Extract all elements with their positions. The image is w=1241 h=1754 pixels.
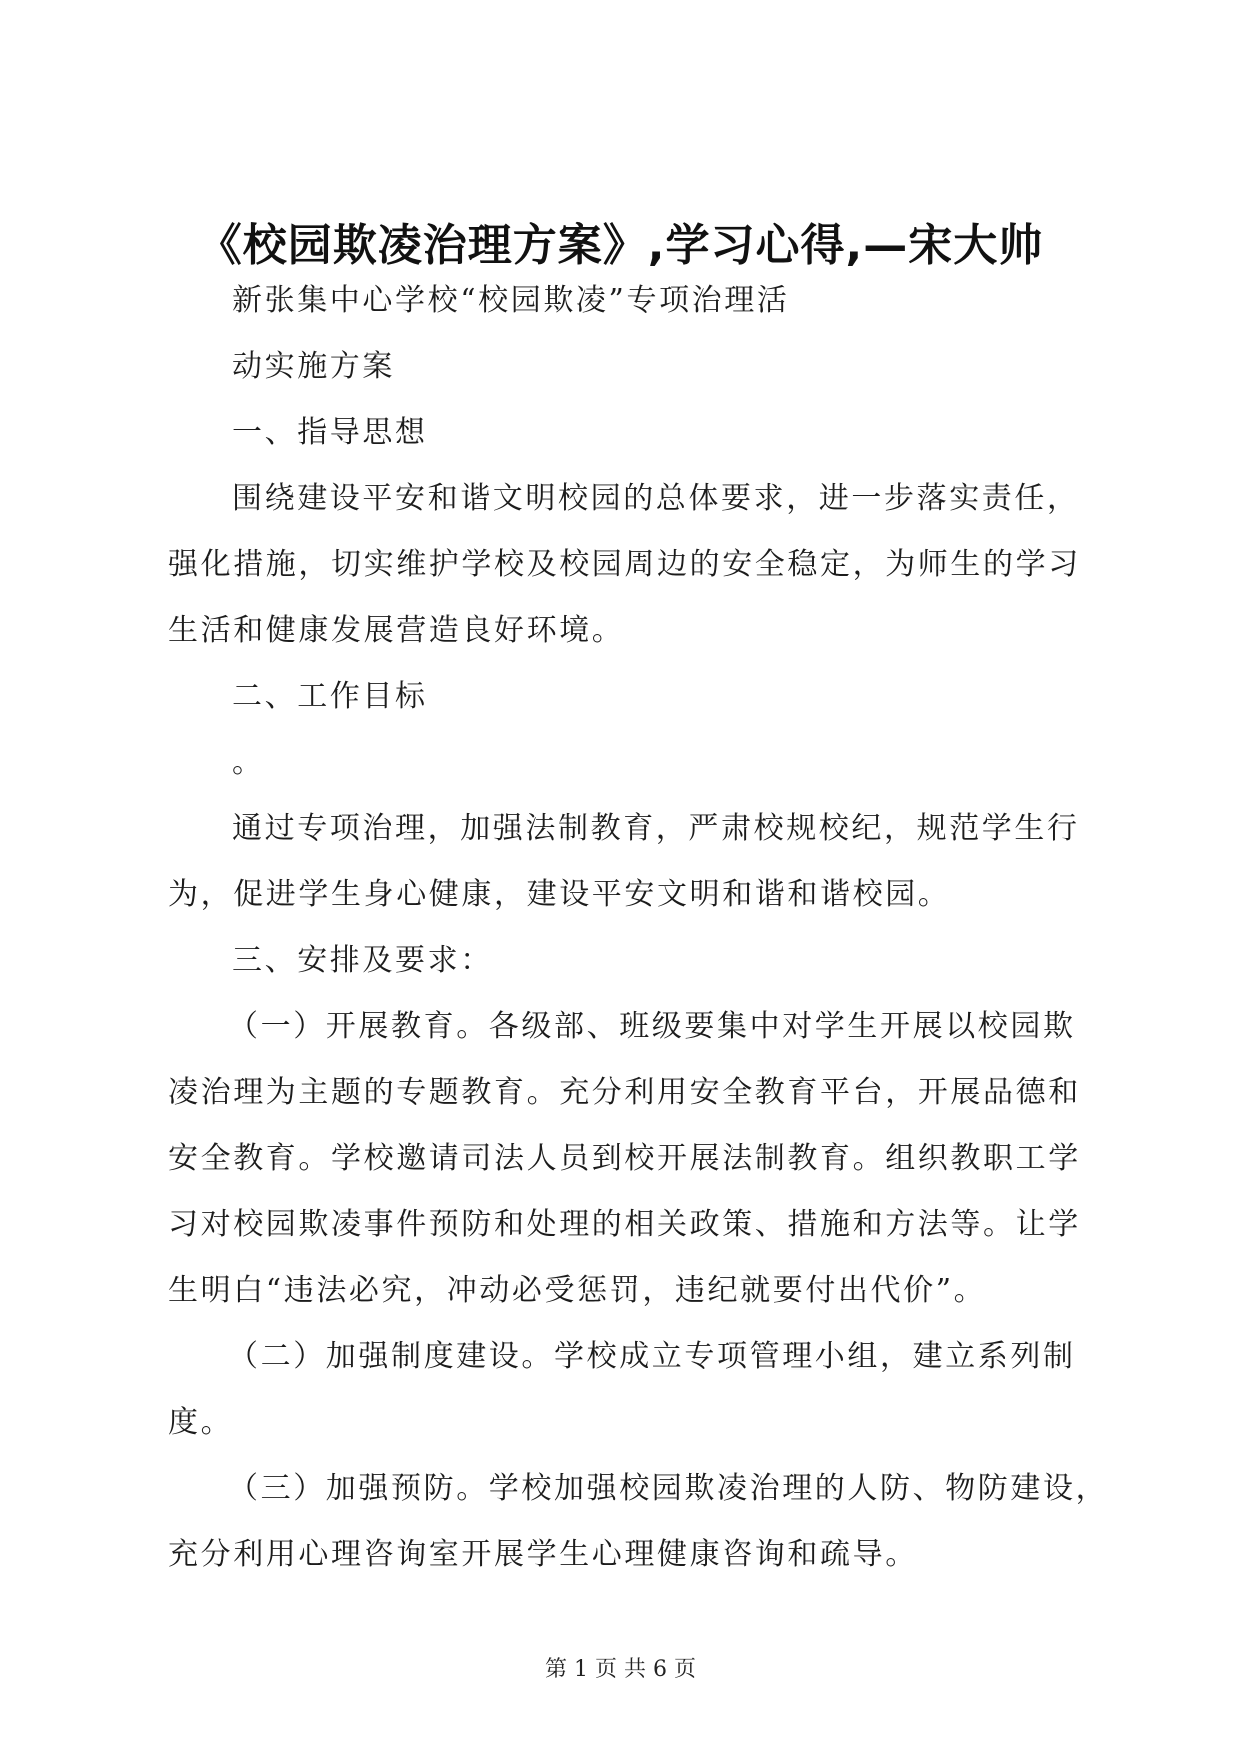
document-body — [168, 268, 1109, 1588]
body-line-9: 通过专项治理，加强法制教育，严肃校规校纪，规范学生行 — [232, 811, 1080, 846]
body-line-15: 习对校园欺凌事件预防和处理的相关政策、措施和方法等。让学 — [168, 1207, 1081, 1242]
section-heading-2: 二、工作目标 — [232, 679, 428, 714]
body-line-13: 凌治理为主题的专题教育。充分利用安全教育平台，开展品德和 — [168, 1075, 1081, 1110]
document-title: 《校园欺凌治理方案》,学习心得,—宋大帅 — [197, 220, 1044, 271]
section-heading-3: 三、安排及要求： — [232, 943, 493, 978]
body-line-20: 充分利用心理咨询室开展学生心理健康咨询和疏导。 — [168, 1537, 918, 1572]
body-line-6: 生活和健康发展营造良好环境。 — [168, 613, 625, 648]
body-line-19: （三）加强预防。学校加强校园欺凌治理的人防、物防建设， — [228, 1471, 1109, 1506]
body-line-16: 生明白“违法必究，冲动必受惩罚，违纪就要付出代价”。 — [168, 1273, 987, 1308]
body-line-5: 强化措施，切实维护学校及校园周边的安全稳定，为师生的学习 — [168, 547, 1081, 582]
page-footer: 第 1 页 共 6 页 — [545, 1657, 696, 1682]
body-line-18: 度。 — [168, 1405, 234, 1440]
body-line-1: 新张集中心学校“校园欺凌”专项治理活 — [232, 283, 790, 318]
body-line-8: 。 — [232, 745, 265, 780]
section-heading-1: 一、指导思想 — [232, 415, 428, 450]
body-line-14: 安全教育。学校邀请司法人员到校开展法制教育。组织教职工学 — [168, 1141, 1081, 1176]
body-line-10: 为，促进学生身心健康，建设平安文明和谐和谐校园。 — [168, 877, 951, 912]
body-line-12: （一）开展教育。各级部、班级要集中对学生开展以校园欺 — [228, 1009, 1076, 1044]
body-line-17: （二）加强制度建设。学校成立专项管理小组，建立系列制 — [228, 1339, 1076, 1374]
body-line-4: 围绕建设平安和谐文明校园的总体要求，进一步落实责任， — [232, 481, 1080, 516]
body-line-2: 动实施方案 — [232, 349, 395, 384]
